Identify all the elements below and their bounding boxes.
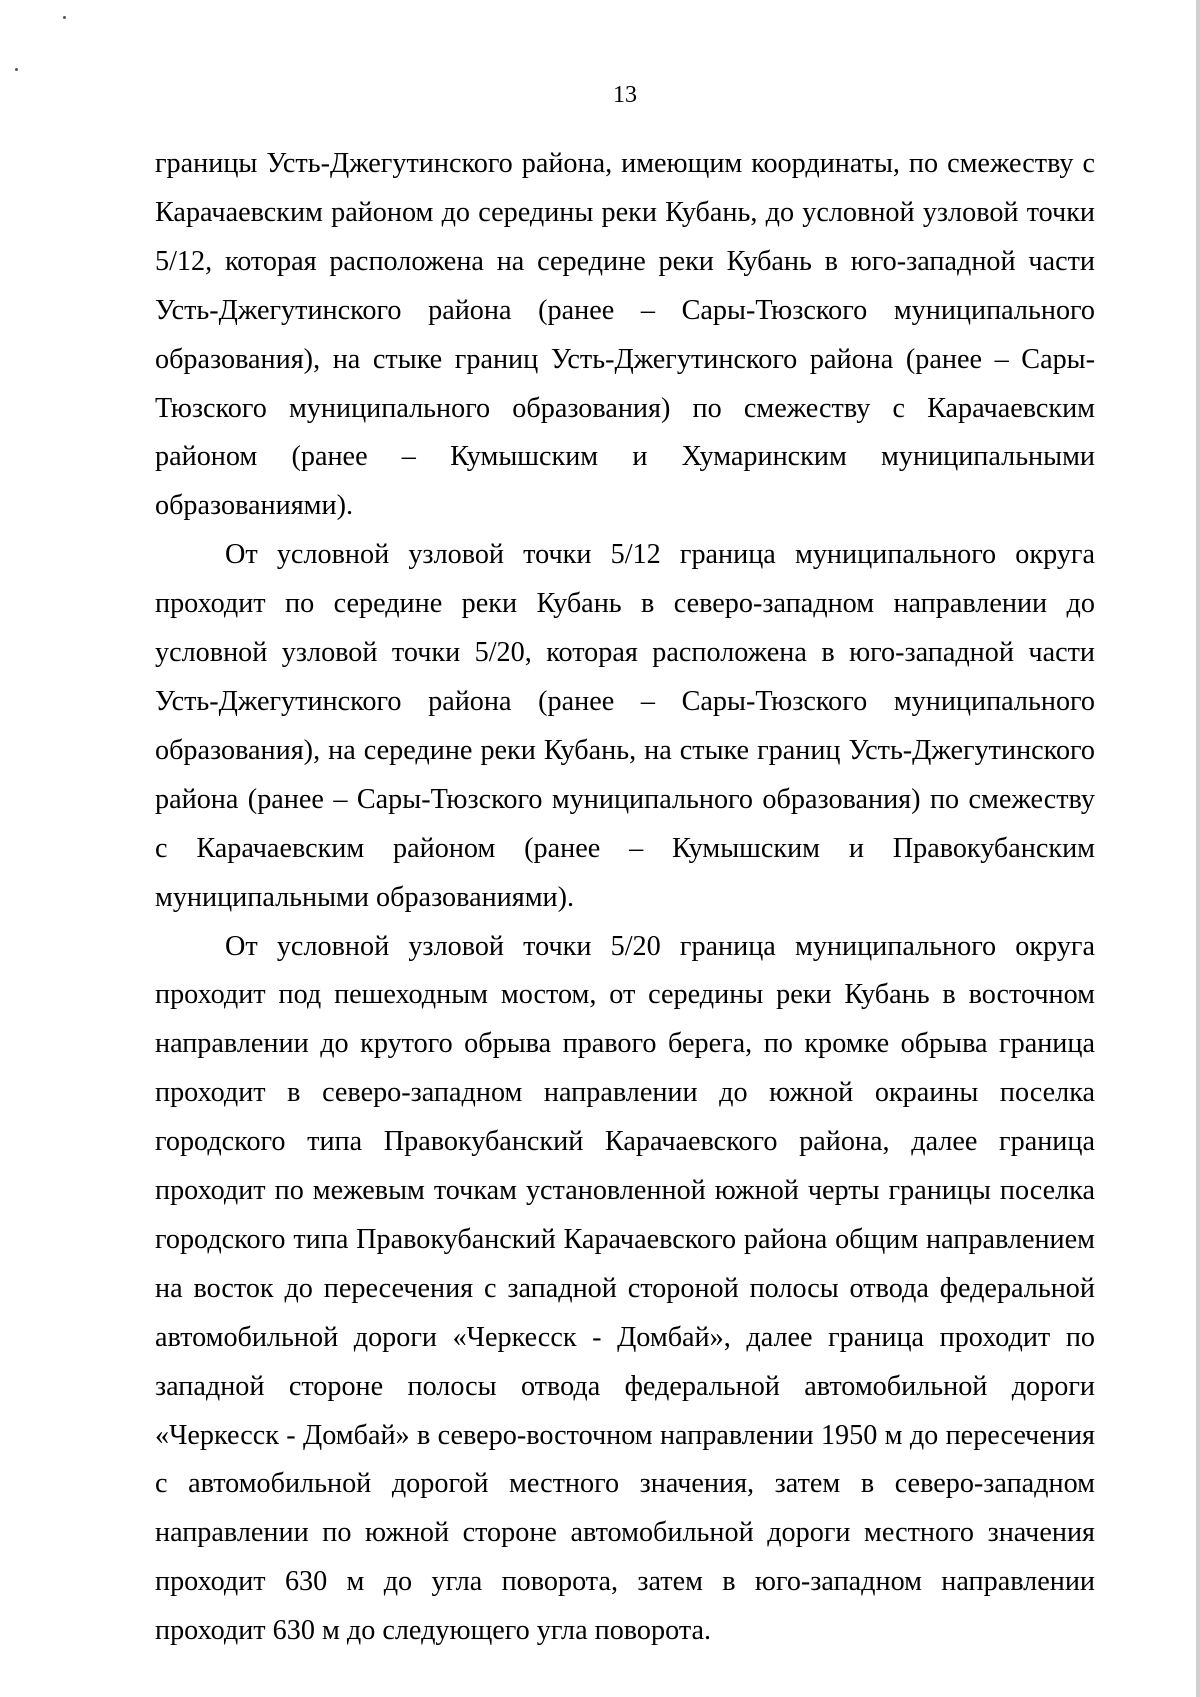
document-body [155, 140, 1095, 1656]
scan-speck [63, 16, 66, 19]
paragraph: От условной узловой точки 5/20 граница муниципального округа проходит под пешеходным мостом, от середины реки Кубань в восточном направлении до крутого обрыва правого берега, по кромке обрыва граница проходит в северо-западном направлении до южной окраины поселка городского типа Правокубанский Карачаевского района, далее граница проходит по межевым точкам установленной южной черты границы поселка городского типа Правокубанский Карачаевского района общим направлением на восток до пересечения с западной стороной полосы отвода федеральной автомобильной дороги «Черкесск - Домбай», далее граница проходит по западной стороне полосы отвода федеральной автомобильной дороги «Черкесск - Домбай» в северо-восточном направлении 1950 м до пересечения с автомобильной дорогой местного значения, затем в северо-западном направлении по южной стороне автомобильной дороги местного значения проходит 630 м до угла поворота, затем в юго-западном направлении проходит 630 м до следующего угла поворота. [155, 930, 1095, 1647]
scan-edge [1196, 0, 1200, 1697]
scan-speck [15, 68, 18, 71]
page-number: 13 [613, 82, 637, 108]
paragraph-continuation: границы Усть-Джегутинского района, имеющим координаты, по смежеству с Карачаевским районом до середины реки Кубань, до условной узловой точки 5/12, которая расположена на середине реки Кубань в юго-западной части Усть-Джегутинского района (ранее – Сары-Тюзского муниципального образования), на стыке границ Усть-Джегутинского района (ранее – Сары-Тюзского муниципального образования) по смежеству с Карачаевским районом (ранее – Кумышским и Хумаринским муниципальными образованиями). [155, 148, 1095, 522]
paragraph: От условной узловой точки 5/12 граница муниципального округа проходит по середине реки Кубань в северо-западном направлении до условной узловой точки 5/20, которая расположена в юго-западной части Усть-Джегутинского района (ранее – Сары-Тюзского муниципального образования), на середине реки Кубань, на стыке границ Усть-Джегутинского района (ранее – Сары-Тюзского муниципального образования) по смежеству с Карачаевским районом (ранее – Кумышским и Правокубанским муниципальными образованиями). [155, 539, 1095, 913]
